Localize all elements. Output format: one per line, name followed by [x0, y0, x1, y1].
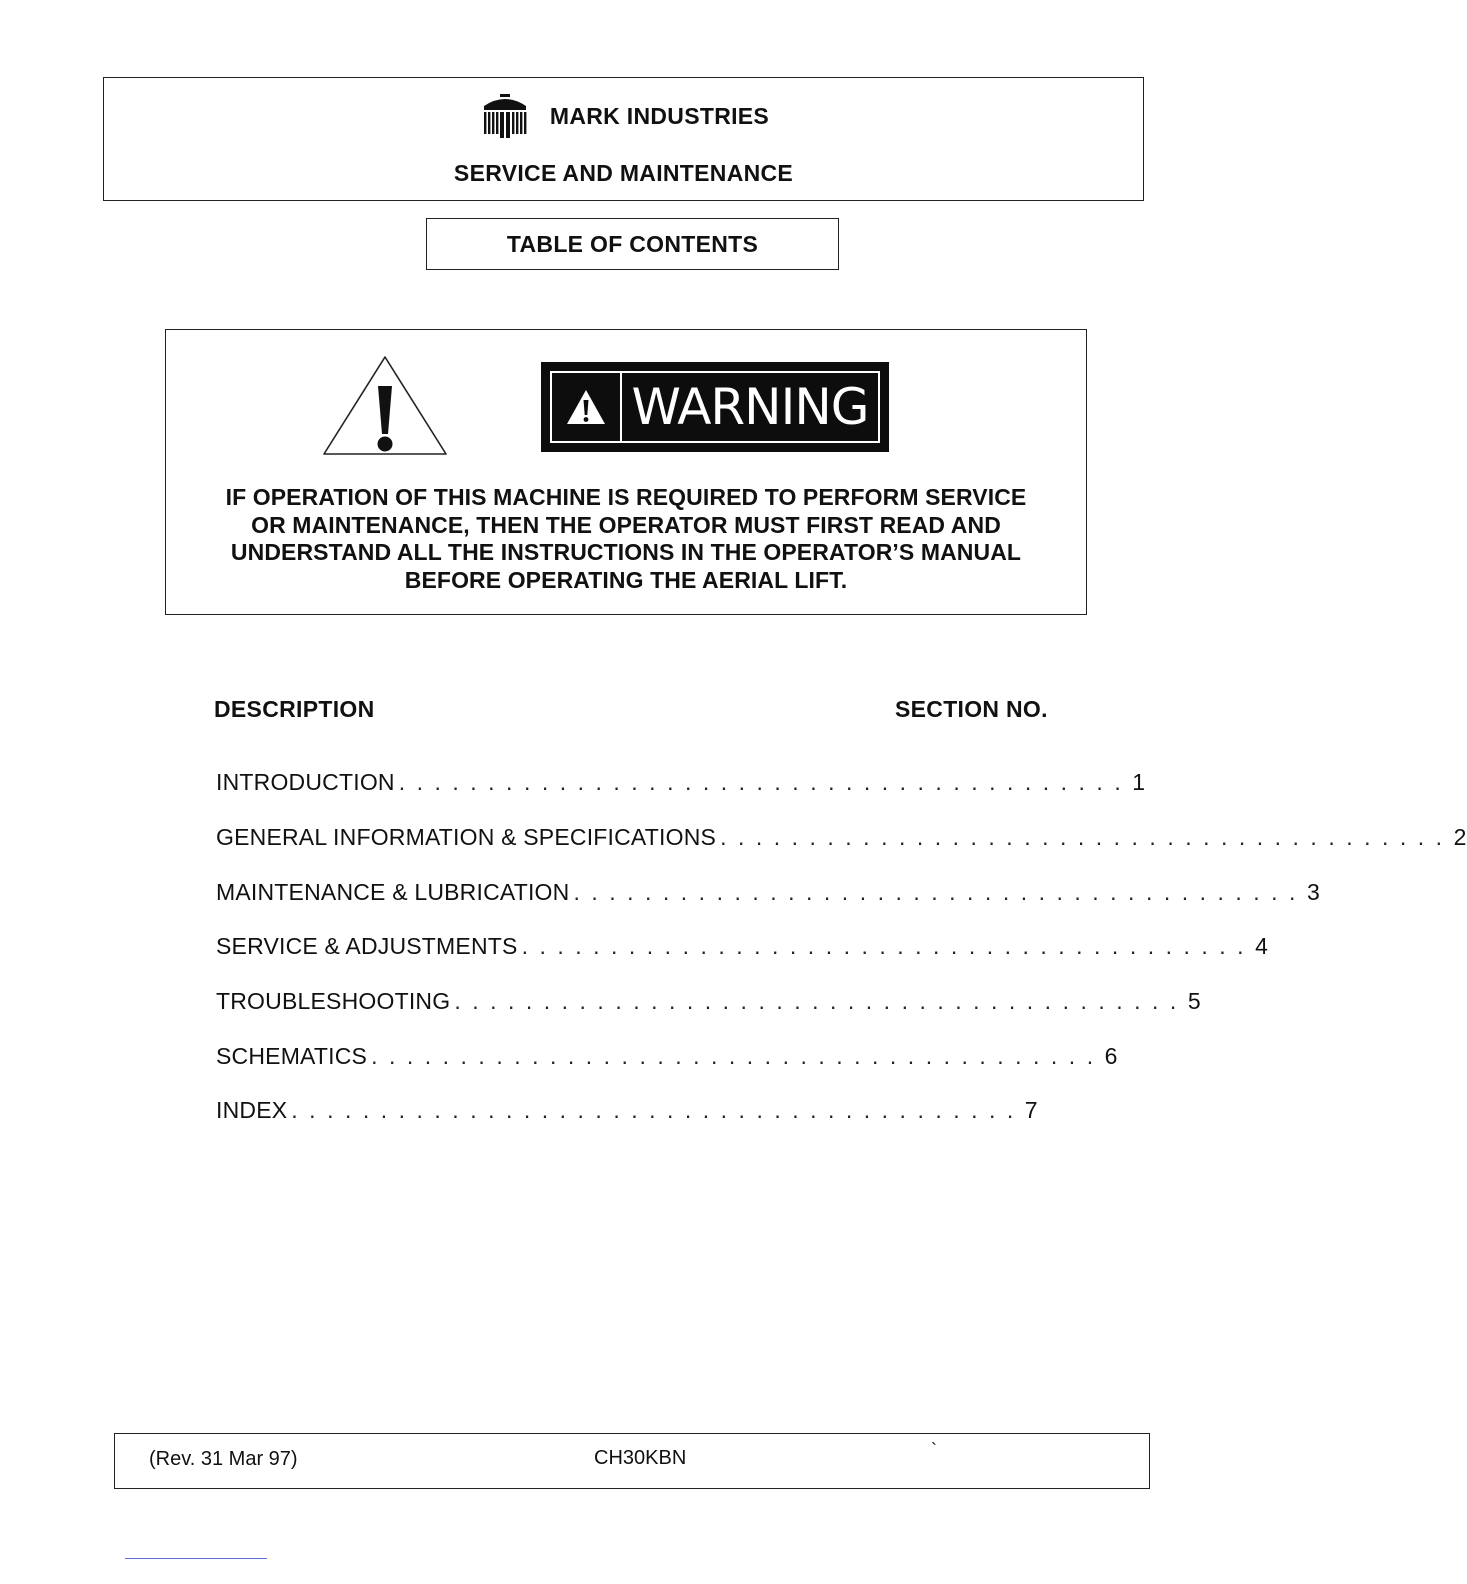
toc-entry-label: INTRODUCTION	[216, 769, 395, 795]
warning-sign-label: WARNING	[631, 378, 869, 436]
section-column-header: SECTION NO.	[895, 696, 1048, 722]
toc-entry-label: MAINTENANCE & LUBRICATION	[216, 879, 570, 905]
toc-entry-label: SCHEMATICS	[216, 1043, 368, 1069]
page-edge-rule	[125, 1558, 267, 1559]
dot-leader: .........................................	[454, 988, 1188, 1014]
document-footer	[114, 1433, 1150, 1489]
toc-entry-section: 6	[1104, 1043, 1118, 1069]
manual-title: SERVICE AND MAINTENANCE	[453, 160, 794, 186]
toc-entry-troubleshooting[interactable]	[216, 985, 1201, 1015]
company-name: MARK INDUSTRIES	[549, 102, 770, 129]
dot-leader: .........................................	[398, 769, 1133, 795]
warning-sign-frame	[550, 371, 880, 443]
dot-leader: .........................................	[521, 933, 1256, 959]
toc-entry-section: 5	[1187, 988, 1201, 1014]
toc-entry-general-information[interactable]	[216, 821, 1467, 851]
toc-entry-section: 3	[1306, 879, 1320, 905]
toc-entry-introduction[interactable]	[216, 766, 1146, 796]
dot-leader: .........................................	[720, 824, 1454, 850]
toc-entry-section: 4	[1255, 933, 1269, 959]
company-row	[104, 96, 1143, 136]
description-column-header: DESCRIPTION	[214, 696, 375, 722]
warning-message	[186, 484, 1066, 594]
warning-line: IF OPERATION OF THIS MACHINE IS REQUIRED TO PERFORM SERVICE	[225, 484, 1027, 510]
mark-industries-logo-icon	[478, 94, 532, 138]
warning-line: BEFORE OPERATING THE AERIAL LIFT.	[404, 566, 848, 593]
toc-entry-label: SERVICE & ADJUSTMENTS	[216, 933, 518, 959]
dot-leader: .........................................	[291, 1097, 1025, 1123]
stray-mark: `	[931, 1440, 937, 1460]
exclamation-triangle-icon	[321, 354, 449, 458]
toc-entry-label: GENERAL INFORMATION & SPECIFICATIONS	[216, 824, 717, 850]
toc-entry-section: 2	[1453, 824, 1467, 850]
toc-entry-maintenance[interactable]	[216, 876, 1320, 906]
toc-entry-label: TROUBLESHOOTING	[216, 988, 451, 1014]
toc-entry-index[interactable]	[216, 1094, 1038, 1124]
dot-leader: .........................................	[371, 1043, 1105, 1069]
warning-sign-triangle-icon	[552, 373, 622, 441]
warning-line: UNDERSTAND ALL THE INSTRUCTIONS IN THE OPERATOR’S MANUAL	[230, 539, 1022, 565]
toc-title: TABLE OF CONTENTS	[426, 218, 839, 270]
dot-leader: .........................................	[573, 879, 1307, 905]
toc-entry-label: INDEX	[216, 1097, 288, 1123]
toc-entry-section: 7	[1024, 1097, 1038, 1123]
document-header	[103, 77, 1144, 201]
warning-line: OR MAINTENANCE, THEN THE OPERATOR MUST FIRST READ AND	[251, 511, 1001, 538]
revision-date: (Rev. 31 Mar 97)	[149, 1448, 298, 1470]
toc-entry-section: 1	[1132, 769, 1146, 795]
toc-entry-service[interactable]	[216, 930, 1269, 960]
warning-sign	[541, 362, 889, 452]
warning-panel	[165, 329, 1087, 615]
model-code: CH30KBN	[594, 1447, 687, 1469]
toc-entry-schematics[interactable]	[216, 1040, 1118, 1070]
